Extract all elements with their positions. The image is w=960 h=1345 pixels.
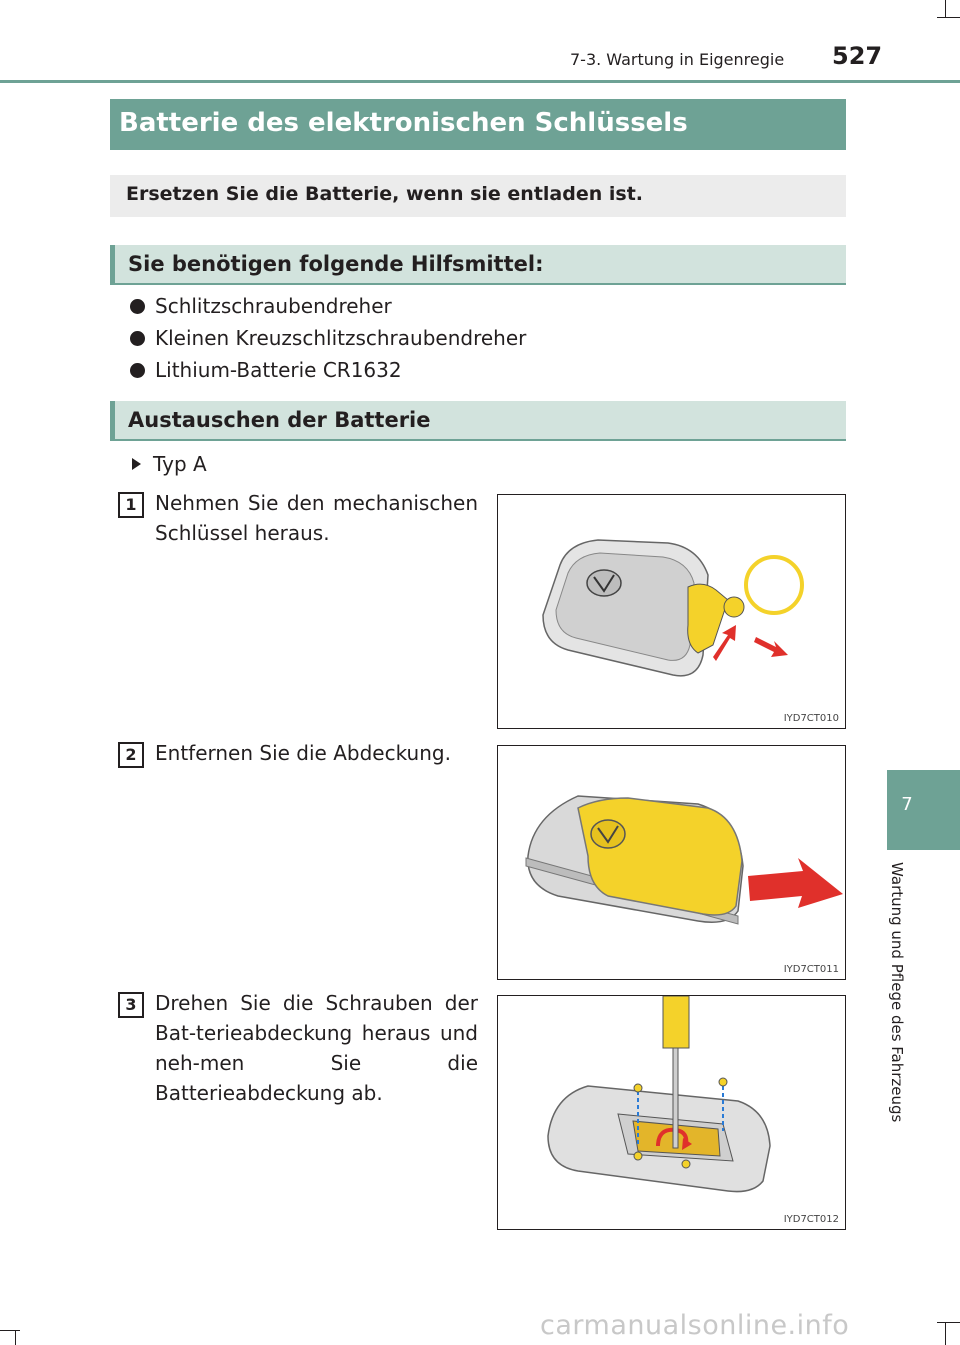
crop-mark: [945, 1322, 946, 1345]
header-rule: [0, 80, 960, 83]
key-fob-cover-illustration: [498, 746, 845, 979]
crop-mark: [15, 1330, 16, 1345]
heading-accent-bar: [110, 245, 115, 283]
replace-heading: [110, 401, 846, 441]
figure-code: IYD7CT012: [783, 1214, 839, 1225]
replace-heading-text: Austauschen der Batterie: [128, 408, 431, 432]
screwdriver-illustration: [498, 996, 845, 1229]
key-fob-illustration: [498, 495, 845, 728]
bullet-icon: [130, 363, 145, 378]
step-number-2: 2: [118, 742, 144, 768]
intro-box: [110, 175, 846, 217]
crop-mark: [0, 1330, 20, 1331]
intro-text: Ersetzen Sie die Batterie, wenn sie entladen ist.: [126, 183, 643, 205]
list-item: Schlitzschraubendreher: [130, 294, 392, 318]
page-number: 527: [832, 42, 883, 70]
page-title: Batterie des elektronischen Schlüssels: [119, 108, 688, 138]
list-item: Lithium-Batterie CR1632: [130, 358, 402, 382]
section-label: 7-3. Wartung in Eigenregie: [570, 50, 785, 69]
bullet-icon: [130, 299, 145, 314]
step-number-1: 1: [118, 492, 144, 518]
chapter-title: Wartung und Pflege des Fahrzeugs: [888, 862, 906, 1123]
type-label: Typ A: [132, 452, 207, 476]
crop-mark: [937, 1322, 960, 1323]
page-title-bar: [110, 99, 846, 150]
figure-code: IYD7CT010: [783, 713, 839, 724]
figure-code: IYD7CT011: [783, 964, 839, 975]
tools-heading-text: Sie benötigen folgende Hilfsmittel:: [128, 252, 544, 276]
tools-heading: [110, 245, 846, 285]
crop-mark: [937, 17, 960, 18]
figure-remove-screws: [497, 995, 846, 1230]
chapter-side-title: [882, 862, 922, 1142]
step-text-3: Drehen Sie die Schrauben der Bat-terieabdeckung heraus und neh-men Sie die Batterieabdeckung ab.: [155, 991, 478, 1105]
chapter-number: 7: [901, 794, 913, 815]
figure-remove-mechanical-key: [497, 494, 846, 729]
crop-mark: [945, 0, 946, 18]
step-text-1: Nehmen Sie den mechanischen Schlüssel heraus.: [155, 491, 478, 545]
watermark: carmanualsonline.info: [540, 1310, 850, 1341]
heading-accent-bar: [110, 401, 115, 439]
figure-remove-cover: [497, 745, 846, 980]
step-text-2: Entfernen Sie die Abdeckung.: [155, 741, 451, 765]
bullet-icon: [130, 331, 145, 346]
chapter-tab: [887, 770, 960, 850]
step-number-3: 3: [118, 992, 144, 1018]
triangle-bullet-icon: [132, 458, 141, 470]
list-item: Kleinen Kreuzschlitzschraubendreher: [130, 326, 526, 350]
